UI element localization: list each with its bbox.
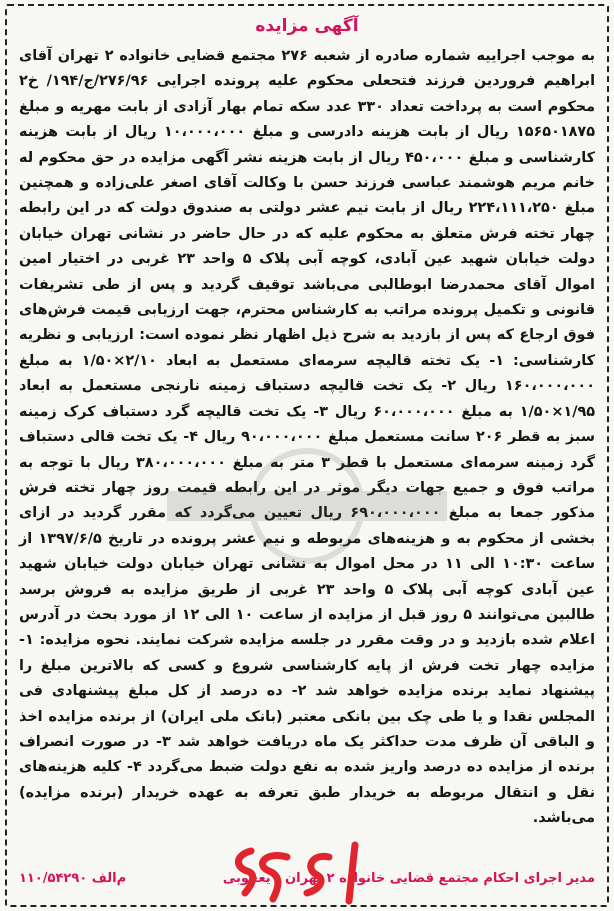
- notice-frame: [5, 4, 609, 907]
- ad-code: م‌الف ۱۱۰/۵۴۲۹۰: [19, 871, 127, 886]
- signature: مدیر اجرای احکام مجتمع قضایی خانواده ۲ تهران - یعقوبی: [222, 871, 595, 886]
- handwritten-stamp-number: [225, 837, 375, 907]
- notice-body: به موجب اجراییه شماره صادره از شعبه ۲۷۶ مجتمع قضایی خانواده ۲ تهران آقای ابراهیم فروردین فرزند فتحعلی محکوم علیه پرونده اجرایی ۲۷۶/۹۶/ج/۱۹۴/ خ۲ محکوم است به پرداخت تعداد ۳۳۰ عدد سکه تمام بهار آزادی از بابت مهریه و مبلغ ۱۵۶۵۰۱۸۷۵ ریال از بابت هزینه دادرسی و مبلغ ۱۰،۰۰۰،۰۰۰ ریال از بابت هزینه کارشناسی و مبلغ ۴۵۰،۰۰۰ ریال از بابت هزینه نشر آگهی مزایده در حق محکوم له خانم مریم هوشمند عباسی فرزند حسن با وکالت آقای اصغر علی‌زاده و همچنین مبلغ ۲۲۴،۱۱۱،۲۵۰ ریال از بابت نیم عشر دولتی به صندوق دولت که در این رابطه چهار تخته فرش متعلق به محکوم علیه که در حال حاضر در نشانی تهران خیابان دولت خیابان شهید عین آبادی، کوچه آبی پلاک ۵ واحد ۲۳ غربی در اختیار امین اموال آقای محمدرضا ابوطالبی می‌باشد توقیف گردید و پس از طی تشریفات قانونی و تکمیل پرونده مراتب به کارشناس محترم، جهت ارزیابی قیمت فرش‌های فوق ارجاع که پس از بازدید به شرح ذیل اظهار نظر نموده است: ارزیابی و نظریه کارشناسی: ۱- یک تخته قالیچه سرمه‌ای مستعمل به ابعاد ۲/۱۰×۱/۵۰ به مبلغ ۱۶۰،۰۰۰،۰۰۰ ریال ۲- یک تخت قالیچه دستباف زمینه نارنجی مستعمل به ابعاد ۱/۹۵×۱/۵۰ به مبلغ ۶۰،۰۰۰،۰۰۰ ریال ۳- یک تخت قالیچه گرد دستباف کرک زمینه سبز به قطر ۲۰۶ سانت مستعمل مبلغ ۹۰،۰۰۰،۰۰۰ ریال ۴- یک تخت قالی دستباف گرد زمینه سرمه‌ای مستعمل با قطر ۳ متر به مبلغ ۳۸۰،۰۰۰،۰۰۰ ریال با توجه به مراتب فوق و جمیع جهات دیگر موثر در این رابطه قیمت روز چهار تخته فرش مذکور جمعا به مبلغ ۶۹۰،۰۰۰،۰۰۰ ریال تعیین می‌گردد که مقرر گردید در ازای بخشی از محکوم به و هزینه‌های مربوطه و نیم عشر پرونده در تاریخ ۱۳۹۷/۶/۵ از ساعت ۱۰:۳۰ الی ۱۱ در محل اموال به نشانی تهران خیابان دولت خیابان شهید عین آبادی کوچه آبی پلاک ۵ واحد ۲۳ غربی از طریق مزایده به فروش برسد طالبین می‌توانند ۵ روز قبل از مزایده از ساعت ۱۰ الی ۱۲ از مورد بحث در آدرس اعلام شده بازدید و در وقت مقرر در جلسه مزایده شرکت نمایند. نحوه مزایده: ۱- مزایده چهار تخت فرش از پایه کارشناسی شروع و کسی که بالاترین مبلغ را پیشنهاد نماید برنده مزایده خواهد شد ۲- ده درصد از کل مبلغ پیشنهادی فی المجلس نقدا و یا طی چک بین بانکی معتبر (بانک ملی ایران) از برنده مزایده اخذ و الباقی آن ظرف مدت حداکثر یک ماه دریافت خواهد شد ۳- در صورت انصراف برنده از مزایده ده درصد واریز شده به نفع دولت ضبط می‌گردد ۴- کلیه هزینه‌های نقل و انتقال مربوطه به خریدار طبق تعرفه به عهده خریدار (برنده مزایده) می‌باشد.: [19, 48, 596, 827]
- notice-title: آگهی مزایده: [255, 16, 359, 36]
- notice-footer: [19, 867, 595, 897]
